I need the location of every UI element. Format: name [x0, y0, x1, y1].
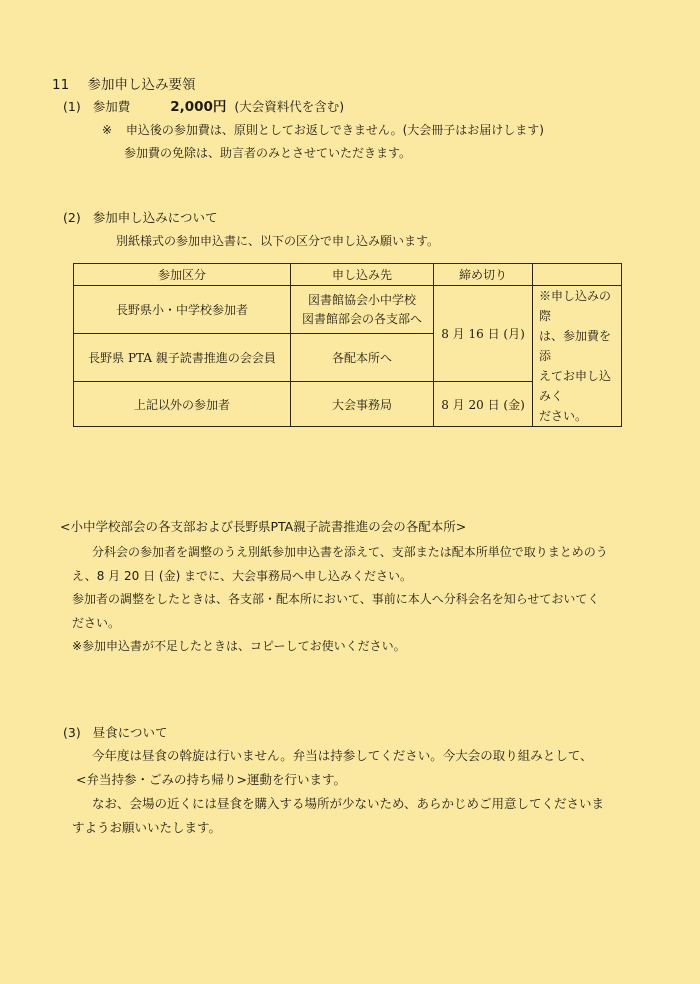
application-heading — [63, 208, 217, 226]
destination-cell — [291, 286, 434, 334]
table-header-row — [74, 264, 622, 286]
registration-table — [73, 263, 622, 427]
category-cell: 長野県 PTA 親子読書推進の会会員 — [74, 334, 291, 382]
application-intro: 別紙様式の参加申込書に、以下の区分で申し込み願います。 — [116, 234, 440, 248]
category-cell: 上記以外の参加者 — [74, 382, 291, 427]
fee-amount-note: (大会資料代を含む) — [234, 99, 345, 114]
destination-cell: 各配本所へ — [291, 334, 434, 382]
fee-note-line1 — [102, 121, 544, 138]
fee-heading — [63, 95, 344, 115]
note-cell — [533, 286, 622, 427]
deadline-cell: 8 月 16 日 (月) — [434, 286, 533, 382]
application-title: 参加申し込みについて — [92, 210, 218, 225]
fee-label: (1) — [63, 99, 81, 114]
section-title: 参加申し込み要領 — [87, 77, 196, 93]
destination-cell: 大会事務局 — [291, 382, 434, 427]
fee-title: 参加費 — [92, 99, 131, 114]
fee-refund-text: 申込後の参加費は、原則としてお返しできません。(大会冊子はお届けします) — [125, 123, 544, 137]
col-header-note — [533, 264, 622, 286]
col-header-category: 参加区分 — [74, 264, 291, 286]
branch-line: 分科会の参加者を調整のうえ別紙参加申込書を添えて、支部または配本所単位で取りまとめのう — [92, 545, 608, 559]
section-number: 11 — [52, 77, 70, 93]
note-line: ※申し込みの際 — [539, 289, 612, 323]
lunch-line: <弁当持参・ごみの持ち帰り>運動を行います。 — [76, 772, 346, 787]
note-mark: ※ — [102, 123, 113, 137]
lunch-title: 昼食について — [92, 725, 168, 740]
lunch-line: なお、会場の近くには昼食を購入する場所が少ないため、あらかじめご用意してくださいま — [92, 796, 605, 811]
section-11-heading — [52, 73, 195, 93]
lunch-label: (3) — [63, 725, 81, 740]
col-header-deadline: 締め切り — [434, 264, 533, 286]
branch-line: 参加者の調整をしたときは、各支部・配本所において、事前に本人へ分科会名を知らせておいてく — [72, 592, 600, 606]
col-header-destination: 申し込み先 — [291, 264, 434, 286]
branch-line: え、8 月 20 日 (金) までに、大会事務局へ申し込みください。 — [72, 569, 413, 583]
destination-line: 図書館部会の各支部へ — [301, 311, 422, 326]
destination-line: 図書館協会小中学校 — [307, 292, 416, 307]
category-cell: 長野県小・中学校参加者 — [74, 286, 291, 334]
deadline-cell: 8 月 20 日 (金) — [434, 382, 533, 427]
lunch-heading — [63, 723, 167, 741]
branch-heading: <小中学校部会の各支部および長野県PTA親子読書推進の会の各配本所> — [60, 519, 467, 534]
note-line: は、参加費を添 — [539, 329, 612, 363]
lunch-line: 今年度は昼食の斡旋は行いません。弁当は持参してください。今大会の取り組みとして、 — [92, 748, 593, 763]
fee-amount: 2,000円 — [170, 99, 227, 115]
lunch-line: すようお願いいたします。 — [72, 820, 222, 835]
branch-line: ださい。 — [72, 616, 121, 630]
note-line: えてお申し込みく — [539, 369, 612, 403]
fee-exemption-text: 参加費の免除は、助言者のみとさせていただきます。 — [124, 146, 412, 160]
branch-line: ※参加申込書が不足したときは、コピーしてお使いください。 — [72, 639, 406, 653]
table-row — [74, 286, 622, 334]
note-line: ださい。 — [539, 409, 588, 423]
application-label: (2) — [63, 210, 81, 225]
